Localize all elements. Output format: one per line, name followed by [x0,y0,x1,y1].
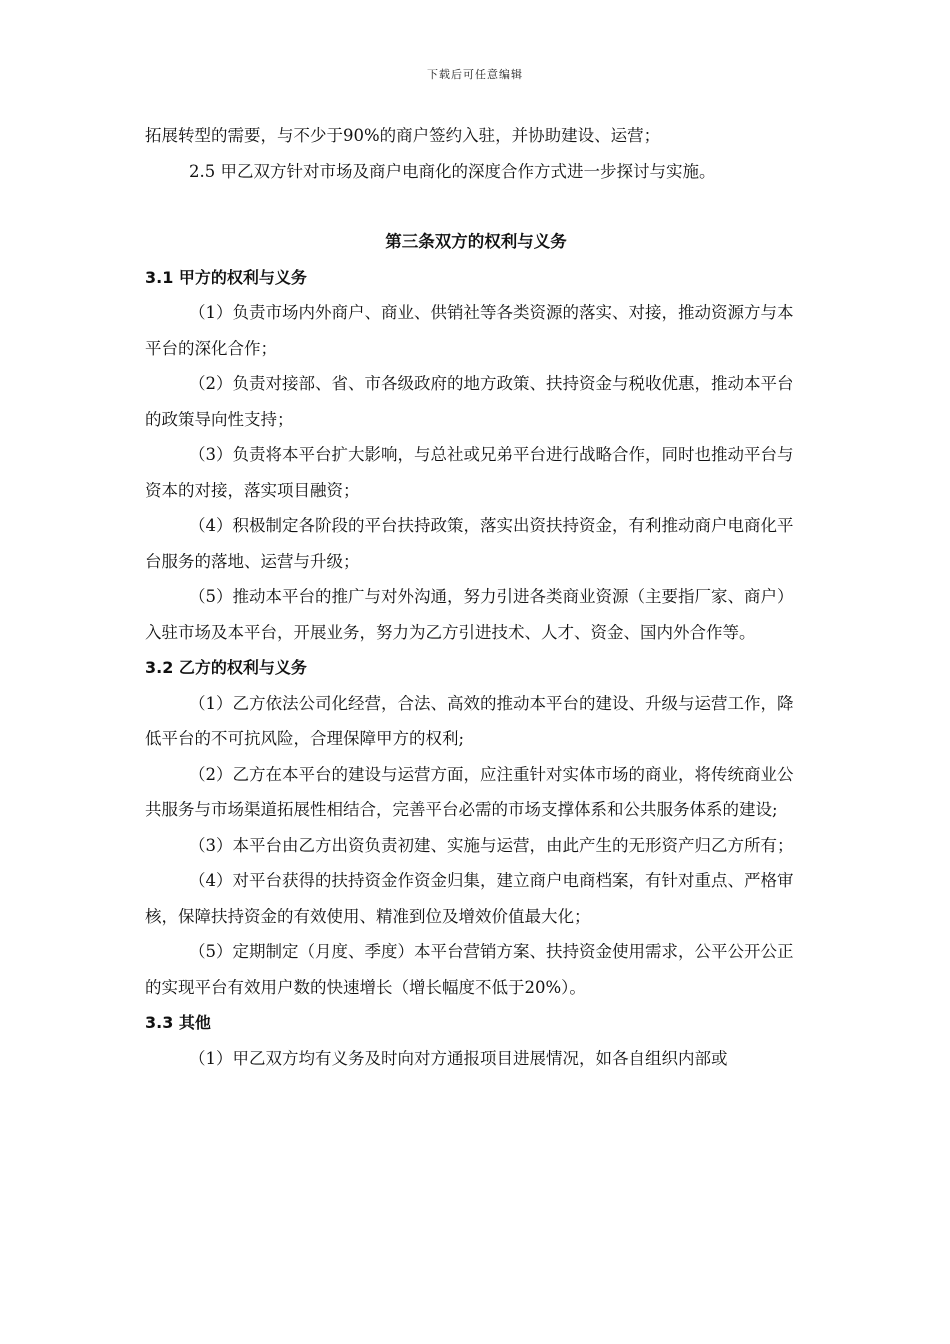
page-header-note: 下载后可任意编辑 [427,68,523,81]
list-item: （1）乙方依法公司化经营，合法、高效的推动本平台的建设、升级与运营工作，降低平台的不可抗风险，合理保障甲方的权利; [145,693,794,748]
list-item: （2）负责对接部、省、市各级政府的地方政策、扶持资金与税收优惠，推动本平台的政策导向性支持； [145,374,794,429]
subsection-3-3-heading: 3.3 其他 [145,1013,211,1032]
list-item: （1）甲乙双方均有义务及时向对方通报项目进展情况，如各自组织内部或 [189,1048,728,1068]
subsection-3-2-heading: 3.2 乙方的权利与义务 [145,658,307,677]
list-item: （3）本平台由乙方出资负责初建、实施与运营，由此产生的无形资产归乙方所有； [189,835,794,855]
list-item: （4）积极制定各阶段的平台扶持政策，落实出资扶持资金，有利推动商户电商化平台服务的落地、运营与升级； [145,516,794,571]
paragraph-section2-tail: 拓展转型的需要，与不少于90%的商户签约入驻，并协助建设、运营； [145,126,661,145]
list-item: （3）负责将本平台扩大影响，与总社或兄弟平台进行战略合作，同时也推动平台与资本的对接，落实项目融资； [145,445,794,500]
section3-title: 第三条双方的权利与义务 [385,232,567,251]
list-item: （5）定期制定（月度、季度）本平台营销方案、扶持资金使用需求，公平公开公正的实现平台有效用户数的快速增长（增长幅度不低于20%）。 [145,942,794,997]
list-item: （1）负责市场内外商户、商业、供销社等各类资源的落实、对接，推动资源方与本平台的深化合作； [145,303,794,358]
list-item: （2）乙方在本平台的建设与运营方面，应注重针对实体市场的商业，将传统商业公共服务与市场渠道拓展性相结合，完善平台必需的市场支撑体系和公共服务体系的建设; [145,764,794,819]
document-body [145,118,807,1076]
list-item: （4）对平台获得的扶持资金作资金归集，建立商户电商档案，有针对重点、严格审核，保障扶持资金的有效使用、精准到位及增效价值最大化； [145,871,794,926]
list-item: （5）推动本平台的推广与对外沟通，努力引进各类商业资源（主要指厂家、商户）入驻市场及本平台，开展业务，努力为乙方引进技术、人才、资金、国内外合作等。 [145,587,794,642]
subsection-3-1-heading: 3.1 甲方的权利与义务 [145,267,307,287]
paragraph-item-2-5: 2.5 甲乙双方针对市场及商户电商化的深度合作方式进一步探讨与实施。 [189,161,716,181]
